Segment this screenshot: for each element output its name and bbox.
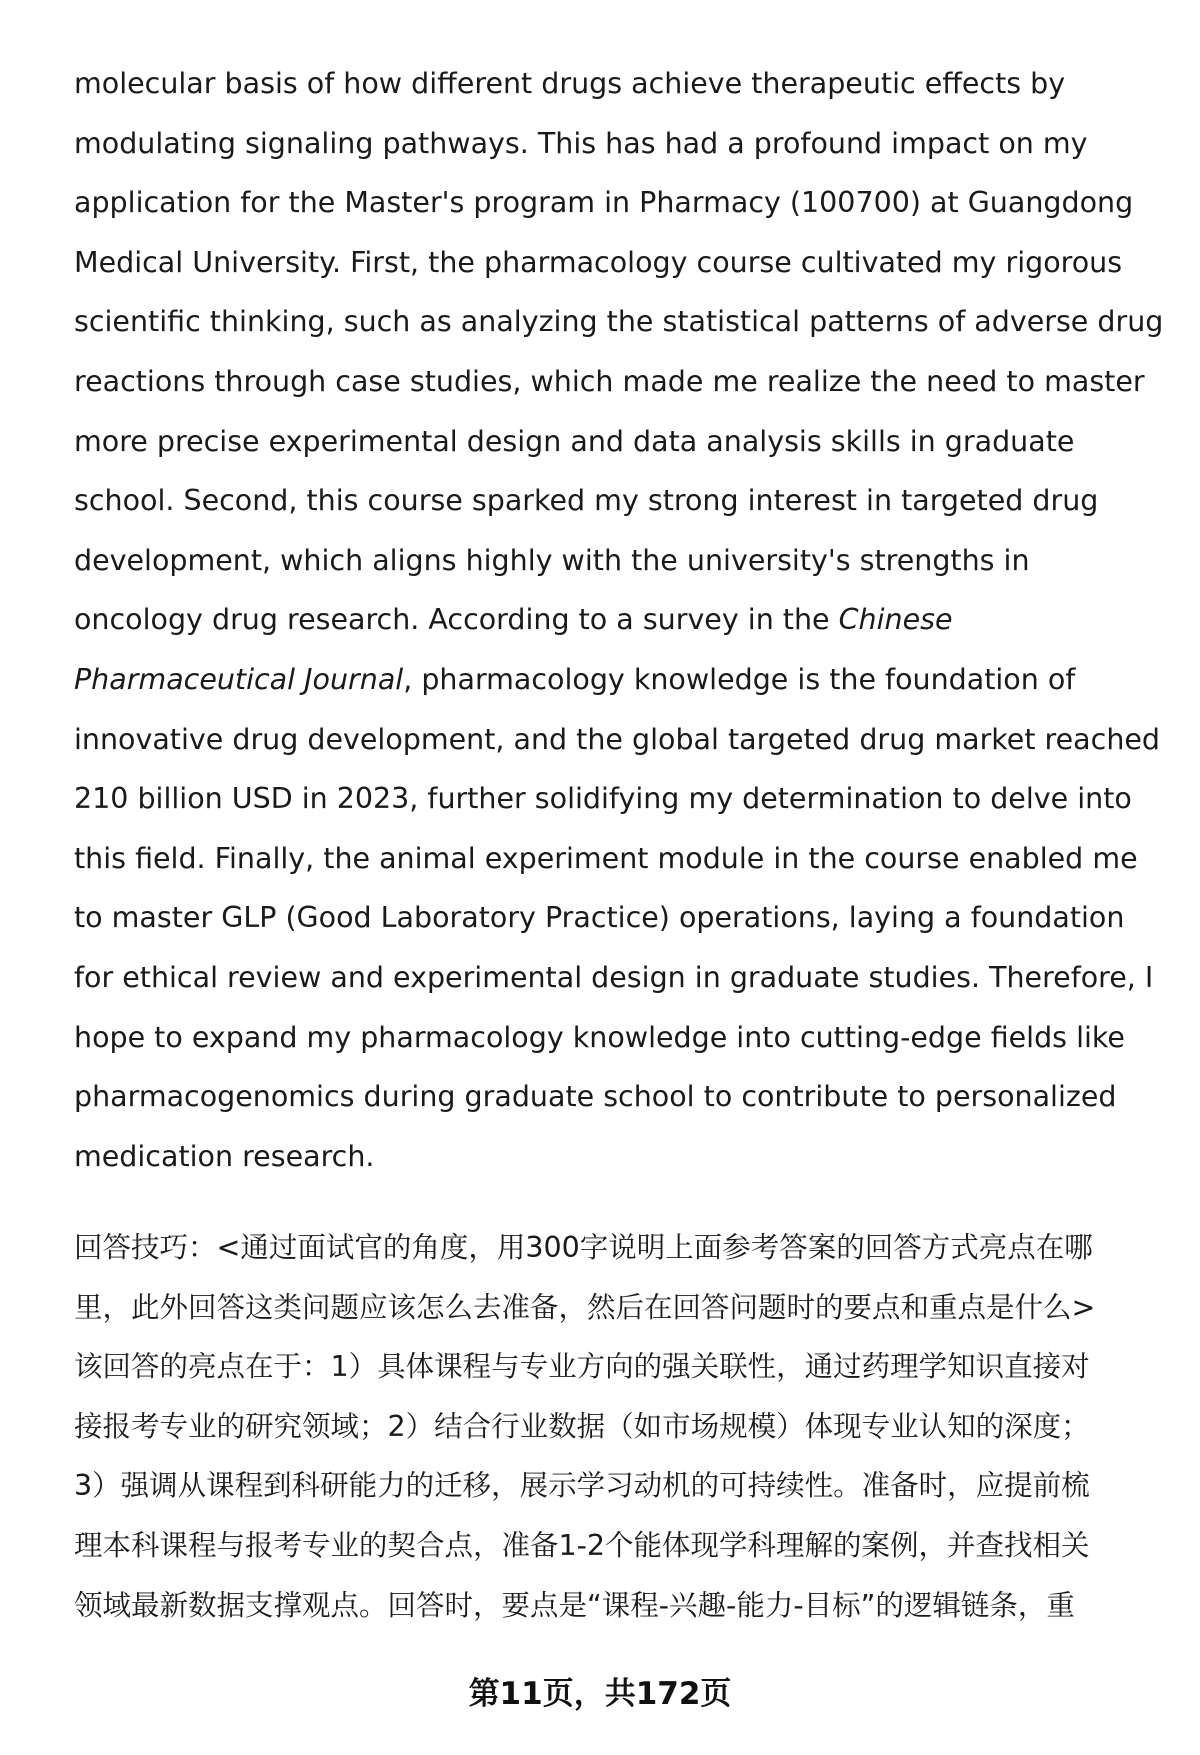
text-line: 领域最新数据支撑观点。回答时，要点是“课程-兴趣-能力-目标”的逻辑链条，重 — [74, 1588, 1075, 1622]
text-line: 里，此外回答这类问题应该怎么去准备，然后在回答问题时的要点和重点是什么> — [74, 1290, 1096, 1324]
text-line — [74, 650, 1164, 710]
text-line: reactions through case studies, which made me realize the need to master — [74, 364, 1145, 398]
text-line: innovative drug development, and the global targeted drug market reached — [74, 722, 1161, 756]
text-line: 理本科课程与报考专业的契合点，准备1-2个能体现学科理解的案例，并查找相关 — [74, 1528, 1090, 1562]
text-line: 接报考专业的研究领域；2）结合行业数据（如市场规模）体现专业认知的深度； — [74, 1409, 1090, 1443]
journal-title-part: Chinese — [838, 603, 953, 637]
text-line: molecular basis of how different drugs achieve therapeutic effects by — [74, 67, 1066, 100]
text-line: application for the Master's program in Pharmacy (100700) at Guangdong — [74, 186, 1134, 220]
text-segment: oncology drug research. According to a survey in the — [74, 603, 839, 637]
text-line: Medical University. First, the pharmacology course cultivated my rigorous — [74, 245, 1123, 279]
journal-title-part: Pharmaceutical Journal — [74, 662, 404, 696]
answer-tips-paragraph — [74, 1218, 1164, 1635]
text-line: this field. Finally, the animal experiment module in the course enabled me — [74, 841, 1138, 875]
text-line: school. Second, this course sparked my strong interest in targeted drug — [74, 484, 1099, 518]
text-line: to master GLP (Good Laboratory Practice) operations, laying a foundation — [74, 901, 1125, 935]
text-line: 210 billion USD in 2023, further solidifying my determination to delve into — [74, 782, 1132, 816]
text-line: 回答技巧：<通过面试官的角度，用300字说明上面参考答案的回答方式亮点在哪 — [74, 1231, 1093, 1264]
text-line: for ethical review and experimental design in graduate studies. Therefore, I — [74, 960, 1154, 994]
page-number-footer: 第11页，共172页 — [468, 1676, 732, 1712]
text-line: scientific thinking, such as analyzing the statistical patterns of adverse drug — [74, 305, 1164, 339]
text-line: medication research. — [74, 1139, 375, 1173]
text-line: development, which aligns highly with the university's strengths in — [74, 543, 1030, 577]
text-line: hope to expand my pharmacology knowledge into cutting-edge fields like — [74, 1020, 1125, 1054]
text-line: more precise experimental design and data analysis skills in graduate — [74, 424, 1075, 458]
text-line: 3）强调从课程到科研能力的迁移，展示学习动机的可持续性。准备时，应提前梳 — [74, 1469, 1090, 1503]
text-segment: , pharmacology knowledge is the foundation of — [403, 662, 1076, 696]
text-line — [74, 590, 1164, 650]
english-answer-paragraph — [74, 54, 1164, 1186]
text-line: 该回答的亮点在于：1）具体课程与专业方向的强关联性，通过药理学知识直接对 — [74, 1350, 1090, 1384]
text-line: pharmacogenomics during graduate school to contribute to personalized — [74, 1080, 1117, 1114]
text-line: modulating signaling pathways. This has had a profound impact on my — [74, 126, 1088, 160]
